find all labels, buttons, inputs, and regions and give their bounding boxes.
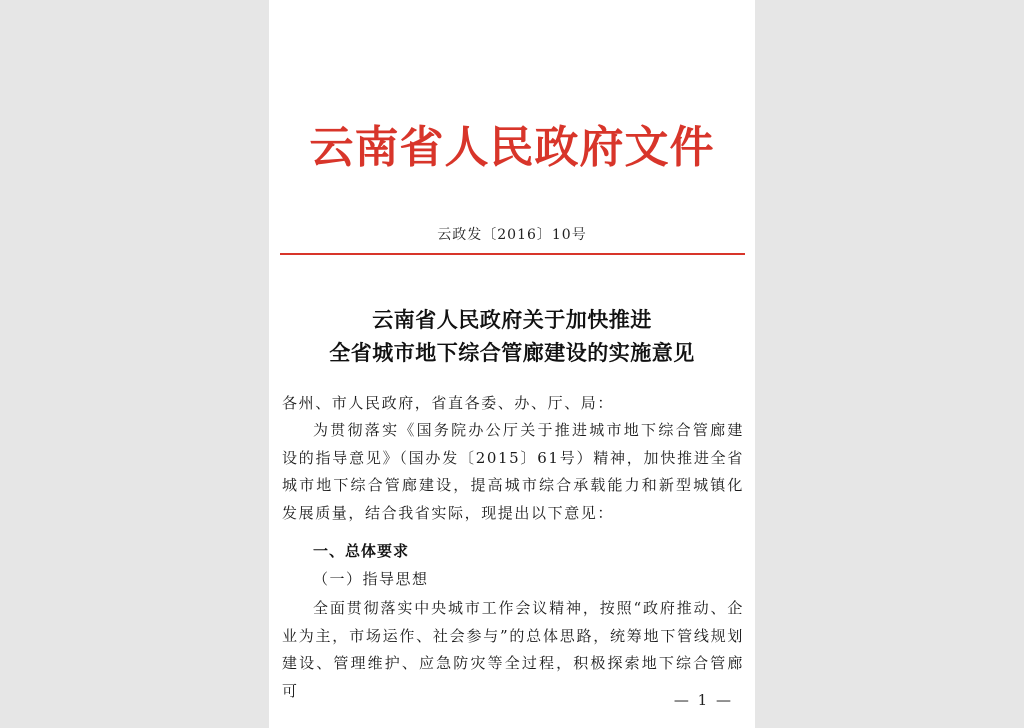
document-number: 云政发〔2016〕10号 <box>437 227 587 243</box>
section-heading: 一、总体要求 <box>313 542 410 560</box>
document-title-line-1: 云南省人民政府关于加快推进 <box>372 307 652 332</box>
page-number: — 1 — <box>673 691 733 709</box>
intro-paragraph: 为贯彻落实《国务院办公厅关于推进城市地下综合管廊建设的指导意见》（国办发〔2015〕61号）精神，加快推进全省城市地下综合管廊建设，提高城市综合承载能力和新型城镇化发展质量，结合我省实际，现提出以下意见： <box>282 421 744 522</box>
document-title-line-2: 全省城市地下综合管廊建设的实施意见 <box>329 340 695 365</box>
document-page <box>269 0 755 728</box>
issuer-header: 云南省人民政府文件 <box>309 122 715 173</box>
red-divider-line <box>280 253 745 255</box>
salutation: 各州、市人民政府，省直各委、办、厅、局： <box>282 394 615 412</box>
subsection-heading: （一）指导思想 <box>313 570 429 588</box>
body-paragraph: 全面贯彻落实中央城市工作会议精神，按照“政府推动、企业为主，市场运作、社会参与”的总体思路，统筹地下管线规划建设、管理维护、应急防灾等全过程，积极探索地下综合管廊可 <box>282 599 744 700</box>
